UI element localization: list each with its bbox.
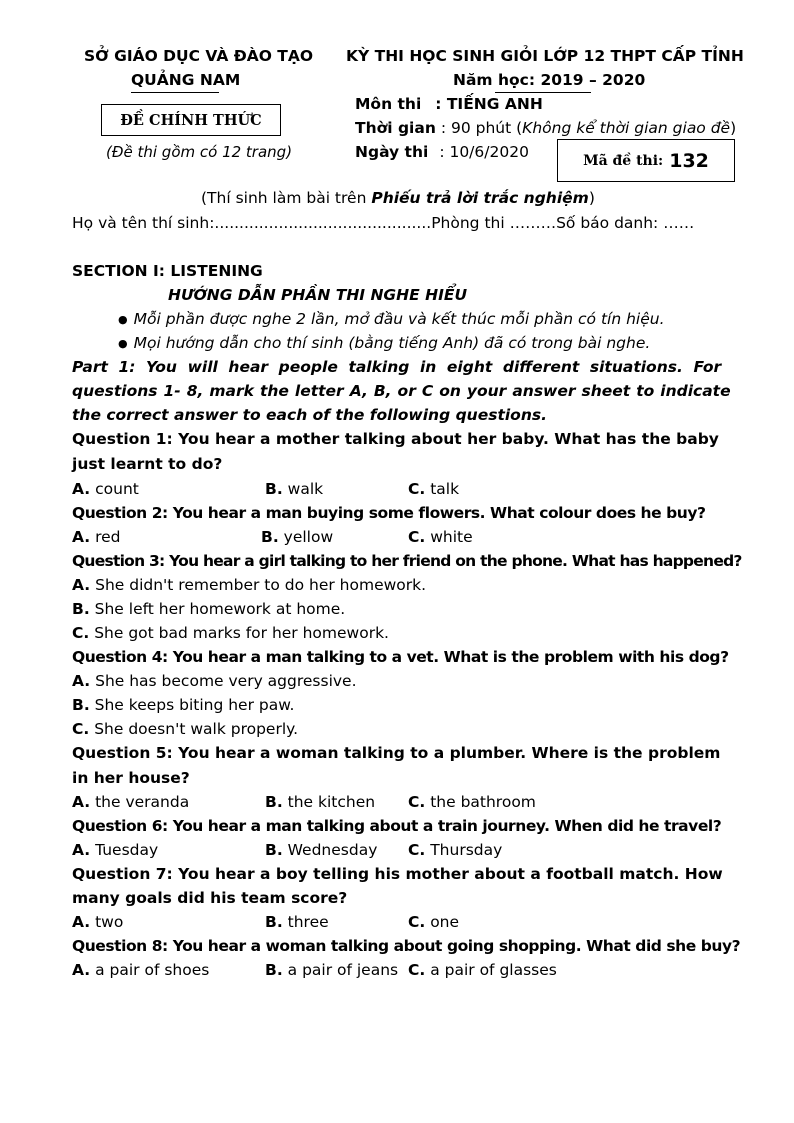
guide-bullet: ● Mọi hướng dẫn cho thí sinh (bằng tiếng Anh) đã có trong bài nghe. [118, 334, 651, 352]
candidate-info-line: Họ và tên thí sinh:............................................Phòng thi ………Số báo danh: …… [72, 214, 695, 232]
option-a: A. She has become very aggressive. [72, 672, 357, 690]
question-1-text-cont: just learnt to do? [72, 455, 223, 473]
subject-value: : TIẾNG ANH [435, 95, 543, 113]
answer-sheet-instruction [201, 189, 595, 207]
school-year-underline [495, 92, 591, 93]
exam-code-value: 132 [669, 149, 709, 172]
question-5-text: Question 5: You hear a woman talking to a plumber. Where is the problem [72, 744, 721, 762]
exam-title: KỲ THI HỌC SINH GIỎI LỚP 12 THPT CẤP TỈNH [346, 47, 744, 65]
part1-instruction-line: questions 1- 8, mark the letter A, B, or C on your answer sheet to indicate [72, 382, 731, 400]
option-c: C. She doesn't walk properly. [72, 720, 299, 738]
date-value: : 10/6/2020 [439, 143, 529, 161]
page-count-note: (Đề thi gồm có 12 trang) [106, 143, 293, 161]
question-8-text: Question 8: You hear a woman talking about going shopping. What did she buy? [72, 937, 741, 955]
option-c: C. the bathroom [408, 793, 536, 811]
question-4-text: Question 4: You hear a man talking to a vet. What is the problem with his dog? [72, 648, 729, 666]
bullet-icon: ● [118, 313, 128, 326]
time-row [355, 119, 736, 137]
question-6-text: Question 6: You hear a man talking about a train journey. When did he travel? [72, 817, 722, 835]
question-2-text: Question 2: You hear a man buying some flowers. What colour does he buy? [72, 504, 706, 522]
option-a: A. count [72, 480, 139, 498]
time-close: ) [730, 119, 737, 137]
date-label: Ngày thi [355, 143, 429, 161]
option-b: B. three [265, 913, 329, 931]
subject-row [355, 95, 543, 113]
option-c: C. Thursday [408, 841, 503, 859]
option-c: C. white [408, 528, 473, 546]
option-b: B. She keeps biting her paw. [72, 696, 295, 714]
option-c: C. one [408, 913, 460, 931]
option-a: A. the veranda [72, 793, 190, 811]
school-year: Năm học: 2019 – 2020 [453, 71, 646, 89]
official-label: ĐỀ CHÍNH THỨC [120, 111, 262, 129]
exam-code-label: Mã đề thi: [583, 152, 664, 169]
question-7-text-cont: many goals did his team score? [72, 889, 348, 907]
option-a: A. red [72, 528, 121, 546]
part1-instruction-line: the correct answer to each of the following questions. [72, 406, 547, 424]
option-b: B. She left her homework at home. [72, 600, 346, 618]
option-b: B. Wednesday [265, 841, 378, 859]
option-b: B. a pair of jeans [265, 961, 399, 979]
province-underline [131, 92, 219, 93]
option-a: A. Tuesday [72, 841, 159, 859]
option-b: B. yellow [261, 528, 334, 546]
option-b: B. walk [265, 480, 324, 498]
bullet-icon: ● [118, 337, 128, 350]
time-label: Thời gian [355, 119, 436, 137]
instruction-prefix: (Thí sinh làm bài trên [201, 189, 372, 207]
date-row [355, 143, 529, 161]
guide-bullet: ● Mỗi phần được nghe 2 lần, mở đầu và kết thúc mỗi phần có tín hiệu. [118, 310, 665, 328]
option-c: C. talk [408, 480, 460, 498]
option-c: C. a pair of glasses [408, 961, 557, 979]
instruction-suffix: ) [588, 189, 595, 207]
part1-instruction-line: Part 1: You will hear people talking in eight different situations. For [72, 358, 722, 376]
question-5-text-cont: in her house? [72, 769, 190, 787]
option-a: A. two [72, 913, 124, 931]
option-a: A. a pair of shoes [72, 961, 210, 979]
time-note: Không kể thời gian giao đề [522, 119, 731, 137]
instruction-emphasis: Phiếu trả lời trắc nghiệm [371, 189, 589, 207]
question-3-text: Question 3: You hear a girl talking to her friend on the phone. What has happened? [72, 552, 742, 570]
listening-guide-title: HƯỚNG DẪN PHẦN THI NGHE HIỂU [168, 286, 468, 304]
question-1-text: Question 1: You hear a mother talking about her baby. What has the baby [72, 430, 719, 448]
option-b: B. the kitchen [265, 793, 376, 811]
province-name: QUẢNG NAM [131, 71, 241, 89]
subject-label: Môn thi [355, 95, 422, 113]
exam-code-box [557, 139, 735, 182]
time-value: : 90 phút ( [440, 119, 523, 137]
department-name: SỞ GIÁO DỤC VÀ ĐÀO TẠO [84, 47, 314, 65]
option-c: C. She got bad marks for her homework. [72, 624, 389, 642]
question-7-text: Question 7: You hear a boy telling his mother about a football match. How [72, 865, 723, 883]
section-title: SECTION I: LISTENING [72, 262, 263, 280]
option-a: A. She didn't remember to do her homework. [72, 576, 427, 594]
official-stamp-box [101, 104, 281, 136]
